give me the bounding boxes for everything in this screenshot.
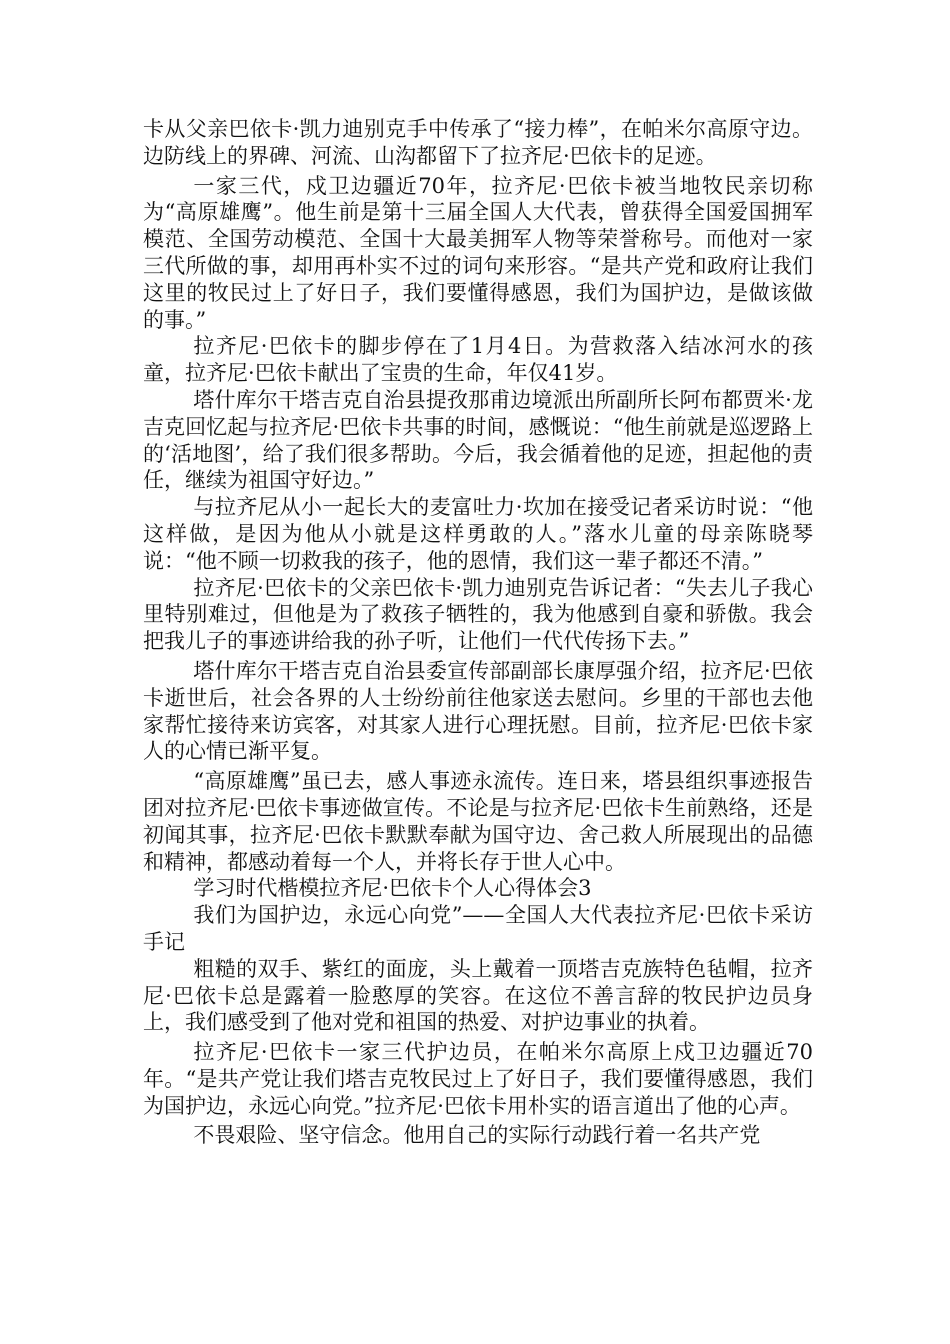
document-page — [143, 116, 813, 1149]
section-heading: 学习时代楷模拉齐尼·巴依卡个人心得体会3 — [193, 876, 592, 901]
paragraph-1: 卡从父亲巴依卡·凯力迪别克手中传承了“接力棒”，在帕米尔高原守边。边防线上的界碑、河流、山沟都留下了拉齐尼·巴依卡的足迹。 — [143, 117, 813, 168]
paragraph-6: 拉齐尼·巴依卡的父亲巴依卡·凯力迪别克告诉记者：“失去儿子我心里特别难过，但他是为了救孩子牺牲的，我为他感到自豪和骄傲。我会把我儿子的事迹讲给我的孙子听，让他们一代代传扬下去。” — [143, 575, 813, 654]
paragraph-5: 与拉齐尼从小一起长大的麦富吐力·坎加在接受记者采访时说：“他这样做，是因为他从小就是这样勇敢的人。”落水儿童的母亲陈晓琴说：“他不顾一切救我的孩子，他的恩情，我们这一辈子都还不清。” — [143, 495, 813, 573]
article-title: 我们为国护边，永远心向党”——全国人大代表拉齐尼·巴依卡采访手记 — [143, 903, 813, 954]
paragraph-12: 拉齐尼·巴依卡一家三代护边员，在帕米尔高原上戍卫边疆近70年。“是共产党让我们塔吉克牧民过上了好日子，我们要懂得感恩，我们为国护边，永远心向党。”拉齐尼·巴依卡用朴实的语言道出了他的心声。 — [143, 1040, 813, 1118]
paragraph-7: 塔什库尔干塔吉克自治县委宣传部副部长康厚强介绍，拉齐尼·巴依卡逝世后，社会各界的人士纷纷前往他家送去慰问。乡里的干部也去他家帮忙接待来访宾客，对其家人进行心理抚慰。目前，拉齐尼·巴依卡家人的心情已渐平复。 — [143, 658, 813, 764]
paragraph-4: 塔什库尔干塔吉克自治县提孜那甫边境派出所副所长阿布都贾米·龙吉克回忆起与拉齐尼·巴依卡共事的时间，感慨说：“他生前就是巡逻路上的‘活地图’，给了我们很多帮助。今后，我会循着他的足迹，担起他的责任，继续为祖国守好边。” — [143, 387, 813, 493]
paragraph-2: 一家三代，戍卫边疆近70年，拉齐尼·巴依卡被当地牧民亲切称为“高原雄鹰”。他生前是第十三届全国人大代表，曾获得全国爱国拥军模范、全国劳动模范、全国十大最美拥军人物等荣誉称号。而他对一家三代所做的事，却用再朴实不过的词句来形容。“是共产党和政府让我们这里的牧民过上了好日子，我们要懂得感恩，我们为国护边，是做该做的事。” — [143, 173, 813, 332]
paragraph-8: “高原雄鹰”虽已去，感人事迹永流传。连日来，塔县组织事迹报告团对拉齐尼·巴依卡事迹做宣传。不论是与拉齐尼·巴依卡生前熟络，还是初闻其事，拉齐尼·巴依卡默默奉献为国守边、舍己救人所展现出的品德和精神，都感动着每一个人，并将长存于世人心中。 — [143, 769, 813, 874]
paragraph-13: 不畏艰险、坚守信念。他用自己的实际行动践行着一名共产党 — [193, 1123, 761, 1148]
paragraph-3: 拉齐尼·巴依卡的脚步停在了1月4日。为营救落入结冰河水的孩童，拉齐尼·巴依卡献出了宝贵的生命，年仅41岁。 — [143, 334, 813, 386]
paragraph-11: 粗糙的双手、紫红的面庞，头上戴着一顶塔吉克族特色毡帽，拉齐尼·巴依卡总是露着一脸憨厚的笑容。在这位不善言辞的牧民护边员身上，我们感受到了他对党和祖国的热爱、对护边事业的执着。 — [143, 956, 813, 1035]
